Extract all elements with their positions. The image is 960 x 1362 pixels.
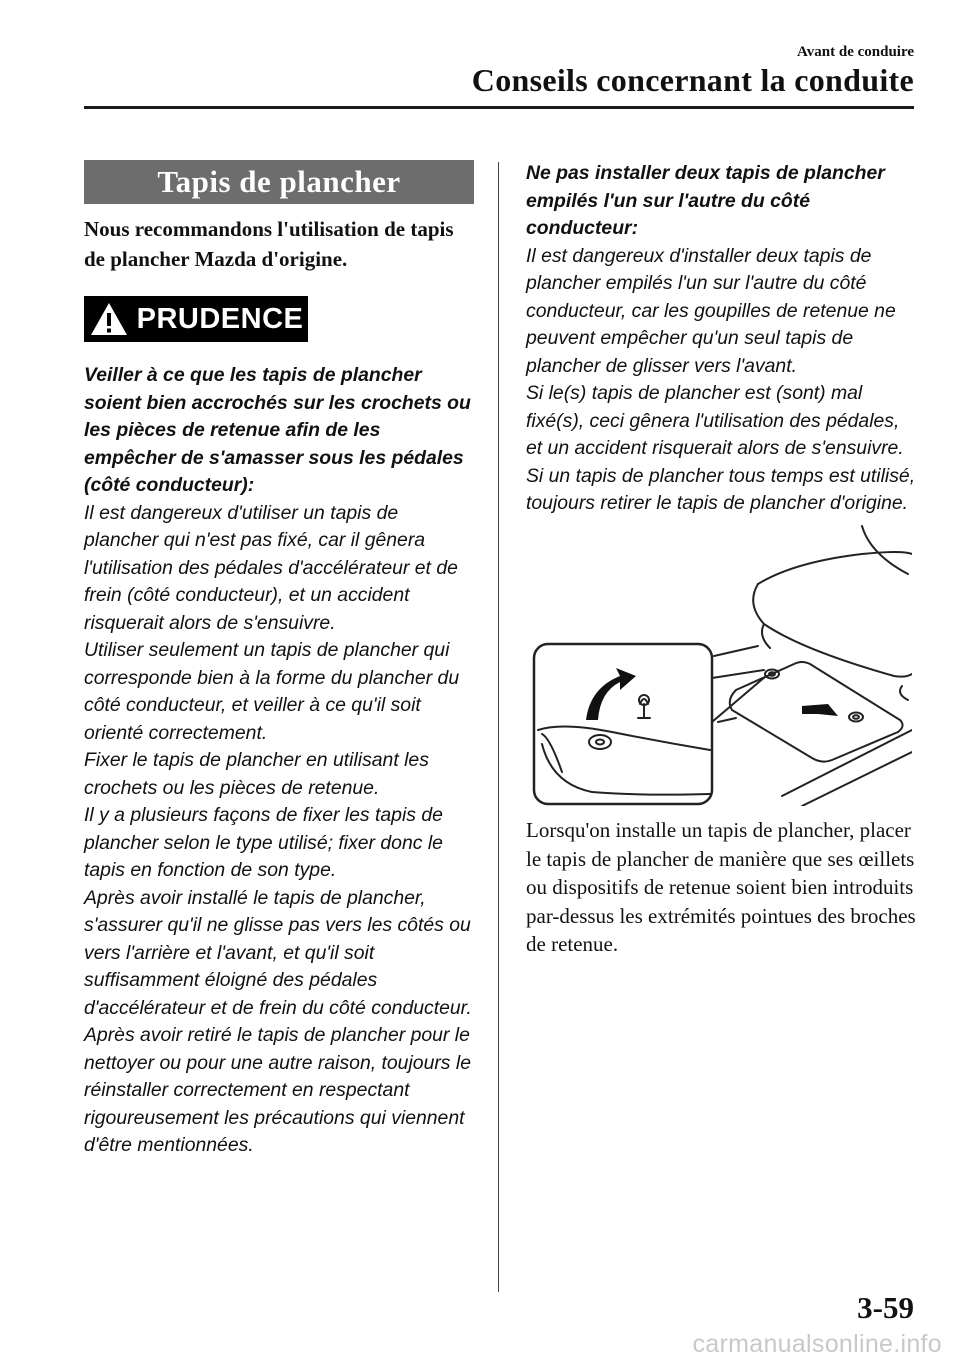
header-rule	[84, 106, 914, 109]
column-divider	[498, 162, 499, 1292]
caution-paragraph: Après avoir installé le tapis de plancher, s'assurer qu'il ne glisse pas vers les côtés ou vers l'arrière et l'avant, et qu'il soit suffisamment éloigné des pédales d'accélérateur et de frein du côté conducteur.	[84, 886, 472, 1019]
section-header-title: Conseils concernant la conduite	[471, 62, 914, 98]
warning-triangle-icon	[89, 301, 129, 337]
section-title: Tapis de plancher	[84, 160, 474, 204]
caution-paragraph: Après avoir retiré le tapis de plancher pour le nettoyer ou pour une autre raison, toujours le réinstaller correctement en respectant rigoureusement les précautions qui viennent d'être mentionnées.	[84, 1024, 471, 1156]
caution-body	[84, 362, 474, 1160]
figure-caption: Lorsqu'on installe un tapis de plancher, placer le tapis de plancher de manière que ses œillets ou dispositifs de retenue soient bien introduits par-dessus les extrémités pointues des broches de retenue.	[526, 818, 916, 957]
stacking-warning-paragraph: Si le(s) tapis de plancher est (sont) mal fixé(s), ceci gênera l'utilisation des pédales, et un accident risquerait alors de s'ensuivre.	[526, 382, 904, 459]
chapter-title: Avant de conduire	[797, 44, 914, 60]
stacking-warning	[526, 160, 918, 518]
caution-badge	[84, 296, 308, 342]
caution-label: PRUDENCE	[136, 302, 304, 335]
caution-paragraph: Fixer le tapis de plancher en utilisant les crochets ou les pièces de retenue.	[84, 749, 429, 799]
stacking-warning-paragraph: Il est dangereux d'installer deux tapis de plancher empilés l'un sur l'autre du côté conducteur, car les goupilles de retenue ne peuvent empêcher qu'un seul tapis de plancher de glisser vers l'avant.	[526, 244, 896, 377]
floor-mat-illustration	[532, 524, 912, 806]
caution-paragraph: Utiliser seulement un tapis de plancher qui corresponde bien à la forme du plancher du côté conducteur, et veiller à ce qu'il soit orienté correctement.	[84, 639, 460, 744]
right-column	[526, 160, 918, 518]
left-column	[84, 160, 474, 1160]
intro-text: Nous recommandons l'utilisation de tapis de plancher Mazda d'origine.	[84, 217, 454, 271]
stacking-warning-paragraph: Si un tapis de plancher tous temps est utilisé, toujours retirer le tapis de plancher d'origine.	[526, 464, 916, 514]
caution-heading: Veiller à ce que les tapis de plancher soient bien accrochés sur les crochets ou les pièces de retenue afin de les empêcher de s'amasser sous les pédales (côté conducteur):	[84, 364, 471, 496]
watermark: carmanualsonline.info	[692, 1330, 942, 1358]
page-number: 3-59	[857, 1290, 914, 1325]
caution-paragraph: Il y a plusieurs façons de fixer les tapis de plancher selon le type utilisé; fixer donc le tapis en fonction de son type.	[84, 804, 443, 881]
stacking-warning-heading: Ne pas installer deux tapis de plancher empilés l'un sur l'autre du côté conducteur:	[526, 162, 885, 239]
caution-paragraph: Il est dangereux d'utiliser un tapis de plancher qui n'est pas fixé, car il gênera l'utilisation des pédales d'accélérateur et de frein (côté conducteur), et un accident risquerait alors de s'ensuivre.	[84, 501, 458, 634]
